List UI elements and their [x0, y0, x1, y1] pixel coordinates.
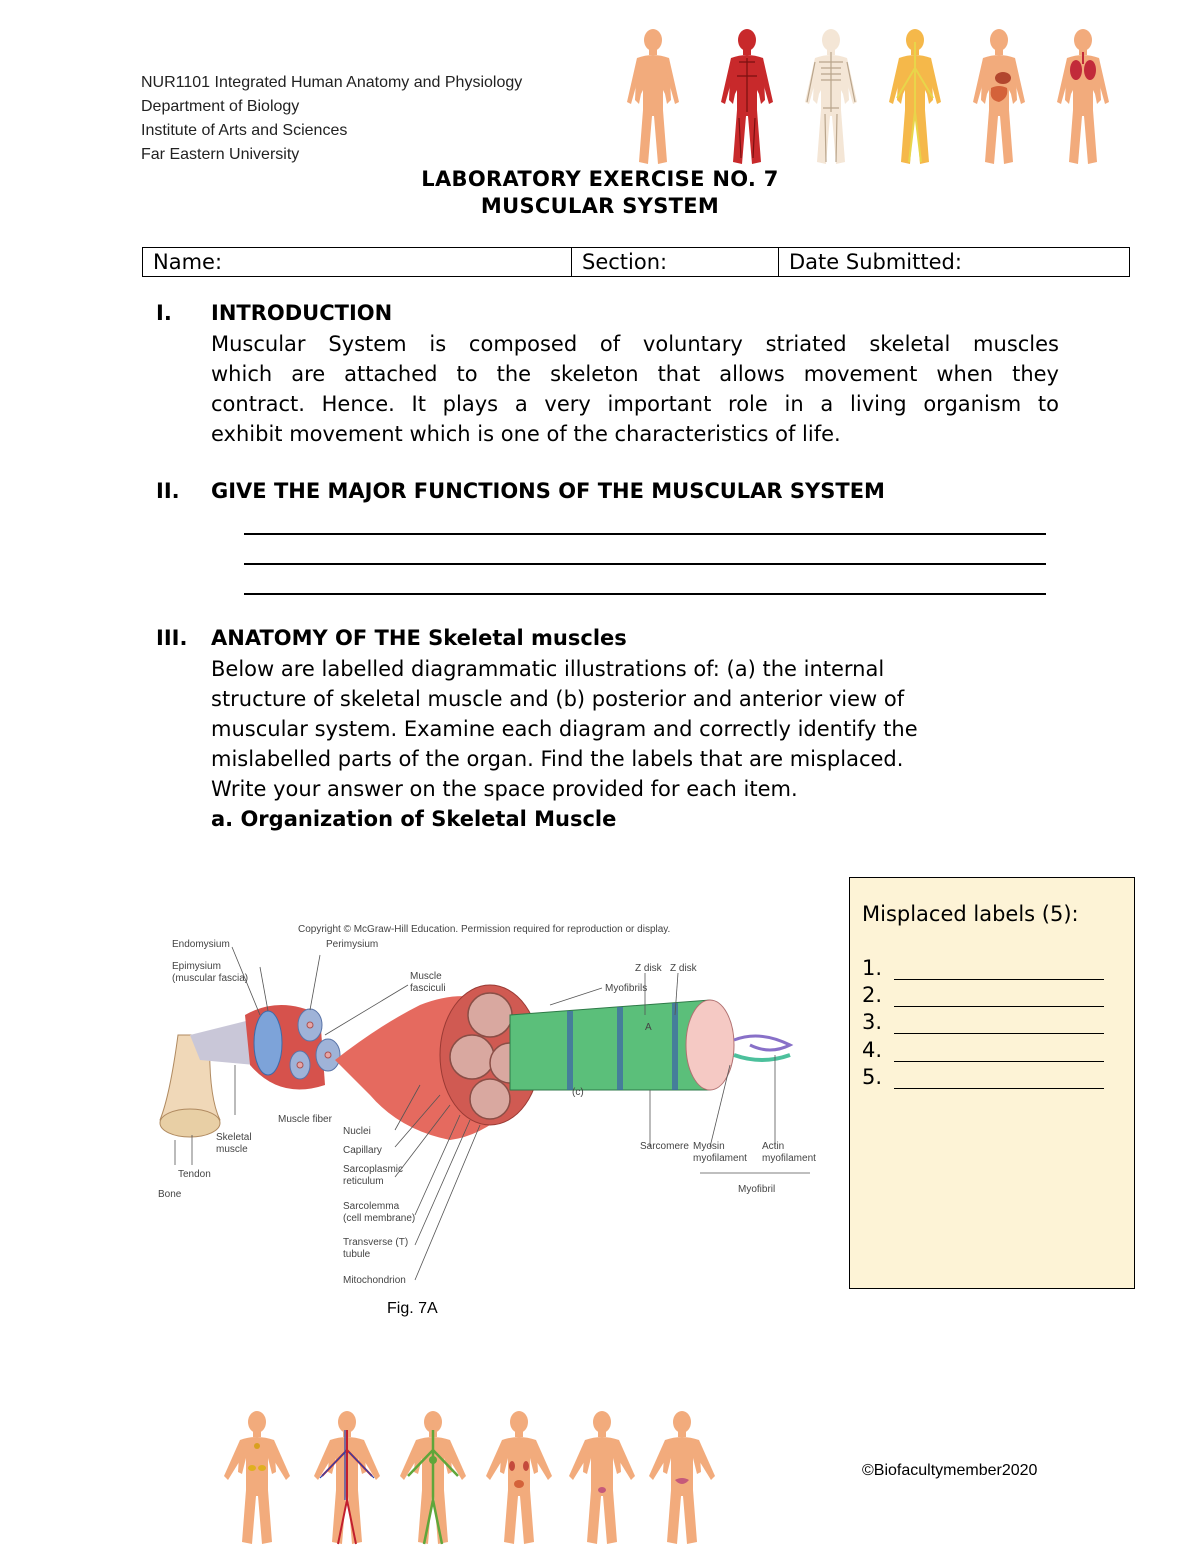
intro-line: Muscular System is composed of voluntary striated skeletal muscles: [211, 332, 1059, 356]
label-myofibrils: Myofibrils: [605, 983, 648, 994]
figure-copyright: Copyright © McGraw-Hill Education. Permission required for reproduction or display.: [298, 924, 671, 935]
answer-item-2[interactable]: [862, 983, 1104, 1007]
bone-end: [160, 1109, 220, 1137]
body-systems-footer-image: [222, 1408, 722, 1548]
date-submitted-field[interactable]: Date Submitted:: [779, 248, 1130, 277]
intro-line: exhibit movement which is one of the characteristics of life.: [211, 422, 841, 446]
section-1-heading: INTRODUCTION: [211, 301, 393, 325]
answer-blank[interactable]: [894, 1070, 1104, 1089]
figure-reproductive-male: [569, 1411, 635, 1544]
figure-lymphatic: [400, 1411, 466, 1544]
exercise-subtitle: MUSCULAR SYSTEM: [480, 194, 720, 218]
label-sarcoplasmic-reticulum-2: reticulum: [343, 1176, 384, 1187]
label-nuclei: Nuclei: [343, 1126, 371, 1137]
item-number: 4.: [862, 1038, 883, 1062]
body-systems-header-image: [615, 26, 1115, 168]
answer-line[interactable]: [244, 593, 1046, 595]
label-muscle-fiber: Muscle fiber: [278, 1114, 332, 1125]
item-number: 2.: [862, 983, 883, 1007]
label-sarcolemma-2: (cell membrane): [343, 1213, 416, 1224]
figure-urinary: [486, 1411, 552, 1544]
label-epimysium-note: (muscular fascia): [172, 973, 249, 984]
epimysium-illustration: [254, 1011, 282, 1075]
myosin-filament-illustration: [734, 1055, 790, 1060]
label-endomysium: Endomysium: [172, 939, 230, 950]
figure-digestive: [973, 29, 1025, 164]
intro-line: which are attached to the skeleton that allows movement when they: [211, 362, 1059, 386]
figure-respiratory: [1057, 29, 1109, 164]
exercise-title: LABORATORY EXERCISE NO. 7: [421, 167, 779, 191]
label-z-disk-2: Z disk: [670, 963, 697, 974]
item-number: 1.: [862, 956, 883, 980]
anatomy-line: mislabelled parts of the organ. Find the labels that are misplaced.: [211, 747, 904, 771]
label-perimysium: Perimysium: [326, 939, 379, 950]
anatomy-paragraph: [211, 654, 1059, 834]
item-number: 5.: [862, 1065, 883, 1089]
label-muscle-fasciculi: Muscle: [410, 971, 442, 982]
label-c: (c): [572, 1087, 584, 1098]
figure-skeletal: [805, 29, 857, 164]
course-title: NUR1101 Integrated Human Anatomy and Physiology: [141, 74, 523, 91]
answer-blank[interactable]: [894, 988, 1104, 1007]
answer-line[interactable]: [244, 533, 1046, 535]
figure-muscular: [721, 29, 773, 164]
label-transverse-tubule-2: tubule: [343, 1249, 371, 1260]
label-sarcomere: Sarcomere: [640, 1141, 689, 1152]
section-3-heading: ANATOMY OF THE Skeletal muscles: [211, 626, 627, 650]
section-1-number: I.: [156, 301, 172, 325]
anatomy-line: Below are labelled diagrammatic illustrations of: (a) the internal: [211, 657, 885, 681]
label-myofibril: Myofibril: [738, 1184, 776, 1195]
label-z-disk-1: Z disk: [635, 963, 662, 974]
intro-paragraph: [211, 329, 1059, 449]
misplaced-labels-box: [849, 877, 1135, 1289]
section-2-number: II.: [156, 479, 180, 503]
answer-item-4[interactable]: [862, 1038, 1104, 1062]
anatomy-line: muscular system. Examine each diagram and correctly identify the: [211, 717, 918, 741]
label-capillary: Capillary: [343, 1145, 382, 1156]
label-epimysium: Epimysium: [172, 961, 221, 972]
tendon-illustration: [190, 1020, 255, 1065]
myofibril-illustration: [510, 1000, 710, 1090]
section-3-number: III.: [156, 626, 188, 650]
answer-blank[interactable]: [894, 1015, 1104, 1034]
answer-blank[interactable]: [894, 1043, 1104, 1062]
label-tendon: Tendon: [178, 1169, 211, 1180]
label-skeletal-muscle: Skeletal: [216, 1132, 252, 1143]
answer-item-1[interactable]: [862, 956, 1104, 980]
label-sarcolemma: Sarcolemma: [343, 1201, 400, 1212]
item-number: 3.: [862, 1010, 883, 1034]
figure-caption: Fig. 7A: [387, 1300, 438, 1317]
answer-line[interactable]: [244, 563, 1046, 565]
university: Far Eastern University: [141, 146, 300, 163]
label-sarcoplasmic-reticulum: Sarcoplasmic: [343, 1164, 404, 1175]
label-mitochondrion: Mitochondrion: [343, 1275, 406, 1286]
answer-item-3[interactable]: [862, 1010, 1104, 1034]
label-actin-2: myofilament: [762, 1153, 816, 1164]
section-field[interactable]: Section:: [572, 248, 779, 277]
label-skeletal-muscle-2: muscle: [216, 1144, 248, 1155]
student-info-table: [142, 247, 1130, 277]
figure-circulatory: [314, 1411, 380, 1544]
name-field[interactable]: Name:: [143, 248, 572, 277]
label-transverse-tubule: Transverse (T): [343, 1237, 409, 1248]
label-bone: Bone: [158, 1189, 182, 1200]
figure-skin: [627, 29, 679, 164]
answer-blank[interactable]: [894, 961, 1104, 980]
label-muscle-fasciculi-2: fasciculi: [410, 983, 446, 994]
figure-reproductive-female: [649, 1411, 715, 1544]
anatomy-line: Write your answer on the space provided for each item.: [211, 777, 798, 801]
section-2-heading: GIVE THE MAJOR FUNCTIONS OF THE MUSCULAR SYSTEM: [211, 479, 885, 503]
answer-item-5[interactable]: [862, 1065, 1104, 1089]
copyright-credit: ©Biofacultymember2020: [862, 1462, 1038, 1479]
course-header: [141, 71, 522, 167]
anatomy-line: structure of skeletal muscle and (b) posterior and anterior view of: [211, 687, 905, 711]
intro-line: contract. Hence. It plays a very important role in a living organism to: [211, 392, 1059, 416]
actin-filament-illustration: [734, 1036, 790, 1050]
institute: Institute of Arts and Sciences: [141, 122, 348, 139]
label-actin: Actin: [762, 1141, 785, 1152]
label-a-band: A: [645, 1022, 652, 1033]
figure-nervous: [889, 29, 941, 164]
subheading-organization: a. Organization of Skeletal Muscle: [211, 807, 617, 831]
label-myosin: Myosin: [693, 1141, 725, 1152]
misplaced-labels-title: Misplaced labels (5):: [862, 902, 1079, 926]
department: Department of Biology: [141, 98, 300, 115]
figure-endocrine: [224, 1411, 290, 1544]
skeletal-muscle-diagram: [150, 915, 820, 1295]
label-myosin-2: myofilament: [693, 1153, 747, 1164]
